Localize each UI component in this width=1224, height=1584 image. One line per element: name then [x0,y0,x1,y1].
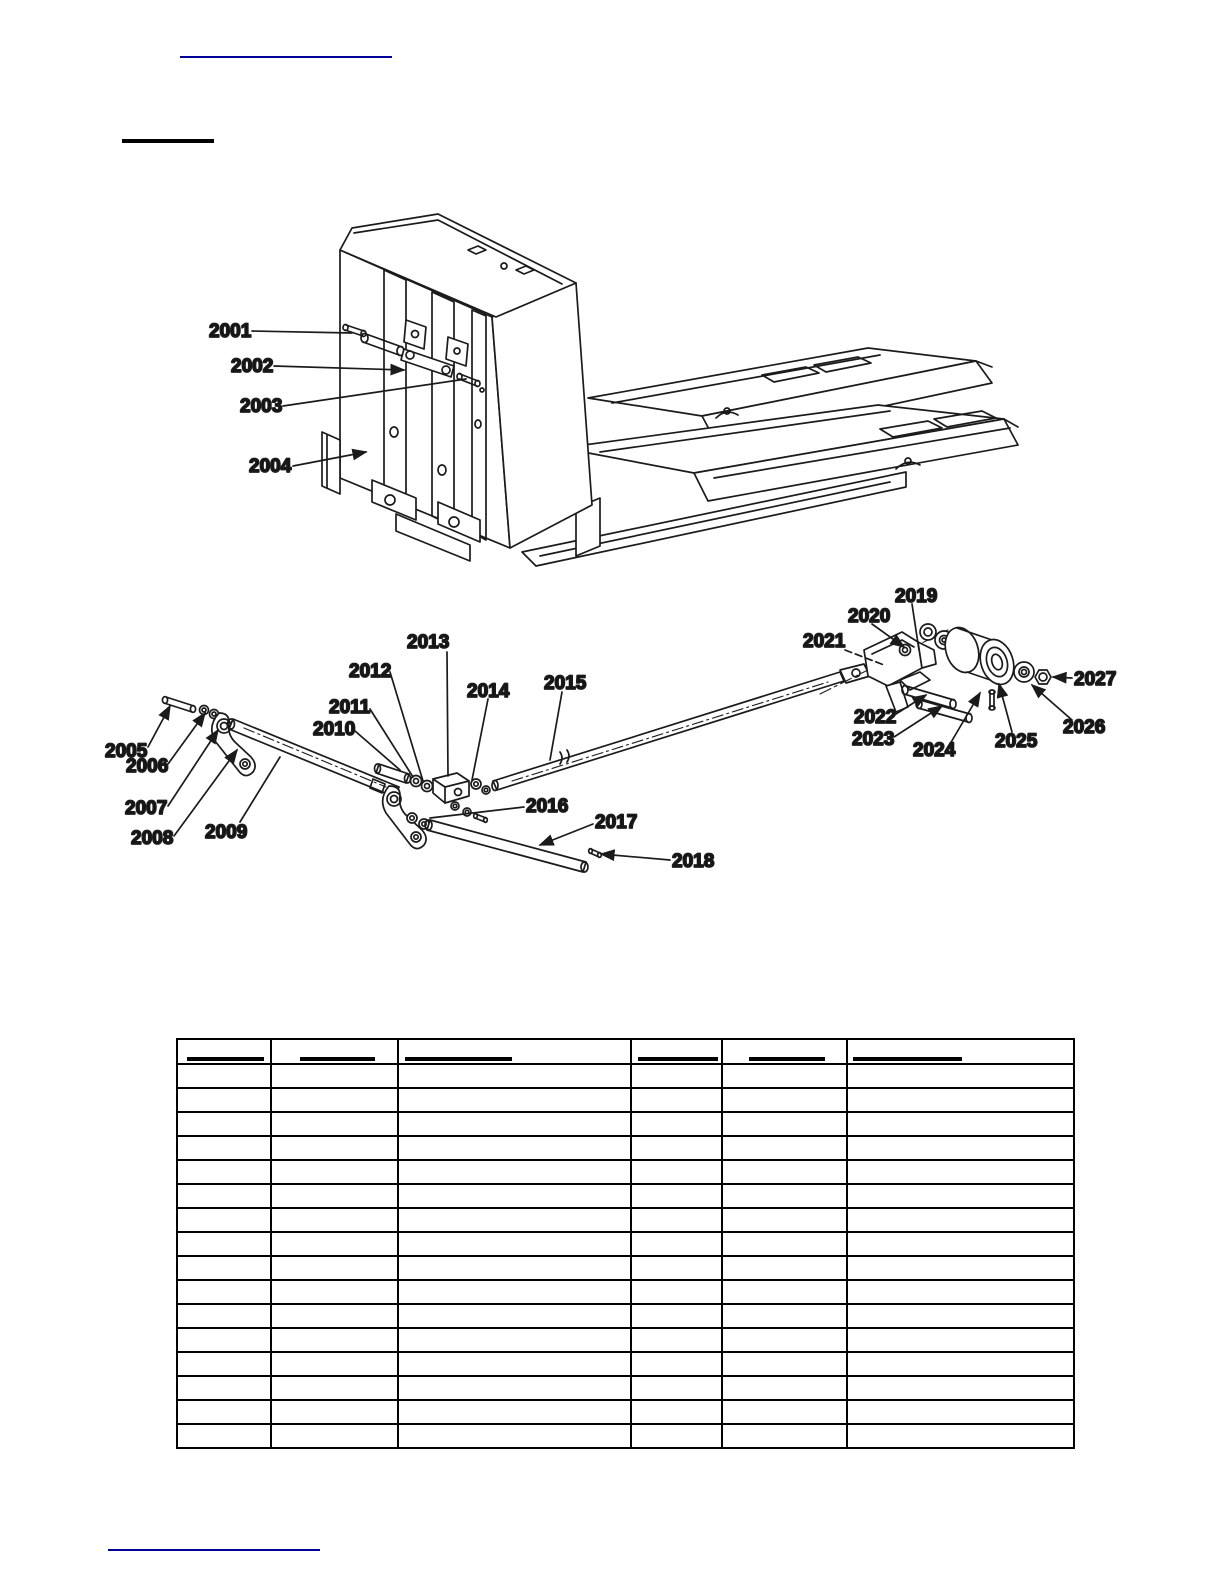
table-cell [631,1400,722,1424]
table-cell [398,1400,631,1424]
table-cell [271,1136,398,1160]
table-cell [271,1160,398,1184]
figure-pallet-frame [209,214,1018,566]
table-cell [631,1328,722,1352]
column-header-redaction-bar [853,1057,962,1061]
table-cell [177,1112,271,1136]
column-header-redaction-bar [187,1057,264,1061]
callout-2013: 2013 [407,632,450,653]
table-cell [722,1424,847,1448]
table-cell [722,1328,847,1352]
table-cell [398,1160,631,1184]
callout-2020: 2020 [848,606,891,627]
table-row [177,1208,1074,1232]
table-cell [271,1376,398,1400]
table-row [177,1184,1074,1208]
table-row [177,1112,1074,1136]
callout-2014: 2014 [467,681,510,702]
table-cell [722,1256,847,1280]
column-header-redaction-bar [749,1057,825,1061]
callout-2022: 2022 [854,707,897,728]
table-cell [631,1136,722,1160]
table-cell [271,1328,398,1352]
table-cell [271,1208,398,1232]
table-cell [631,1112,722,1136]
table-cell [722,1184,847,1208]
table-cell [177,1352,271,1376]
table-header-row [177,1039,1074,1064]
table-cell [398,1328,631,1352]
table-cell [271,1232,398,1256]
table-cell [177,1256,271,1280]
table-cell [847,1328,1074,1352]
table-row [177,1400,1074,1424]
table-header-cell [847,1039,1074,1064]
table-cell [847,1280,1074,1304]
callout-2015: 2015 [544,673,587,694]
table-cell [177,1088,271,1112]
parts-table-body [177,1064,1074,1448]
table-cell [271,1400,398,1424]
table-row [177,1088,1074,1112]
table-cell [631,1184,722,1208]
table-header-cell [398,1039,631,1064]
table-cell [847,1184,1074,1208]
table-cell [847,1256,1074,1280]
callout-2011: 2011 [329,697,371,718]
table-cell [271,1280,398,1304]
callout-2002: 2002 [231,356,274,377]
table-cell [177,1232,271,1256]
table-cell [722,1304,847,1328]
table-cell [722,1064,847,1088]
table-cell [177,1376,271,1400]
table-cell [177,1136,271,1160]
table-cell [722,1376,847,1400]
table-cell [271,1064,398,1088]
table-cell [271,1088,398,1112]
column-header-redaction-bar [638,1057,718,1061]
table-row [177,1232,1074,1256]
table-header-cell [177,1039,271,1064]
column-header-redaction-bar [300,1057,375,1061]
table-cell [631,1088,722,1112]
table-cell [847,1352,1074,1376]
callout-2025: 2025 [995,731,1038,752]
table-cell [271,1184,398,1208]
table-cell [177,1280,271,1304]
callout-2026: 2026 [1063,717,1106,738]
table-cell [847,1136,1074,1160]
table-cell [271,1112,398,1136]
table-cell [722,1112,847,1136]
table-header-cell [722,1039,847,1064]
table-cell [177,1424,271,1448]
callout-2023: 2023 [852,729,895,750]
table-row [177,1160,1074,1184]
table-cell [398,1136,631,1160]
callout-2010: 2010 [313,719,356,740]
table-row [177,1304,1074,1328]
table-cell [847,1088,1074,1112]
callout-2017: 2017 [595,812,638,833]
table-header-cell [271,1039,398,1064]
table-row [177,1328,1074,1352]
table-cell [847,1208,1074,1232]
callout-2003: 2003 [240,396,283,417]
bottom-link-underline[interactable] [108,1549,320,1551]
table-cell [631,1064,722,1088]
table-row [177,1136,1074,1160]
table-cell [271,1256,398,1280]
table-cell [398,1280,631,1304]
callout-2016: 2016 [526,796,569,817]
callout-2021: 2021 [803,631,846,652]
table-cell [631,1232,722,1256]
table-cell [631,1376,722,1400]
table-cell [398,1112,631,1136]
callout-2018: 2018 [672,851,715,872]
table-cell [398,1232,631,1256]
table-cell [722,1136,847,1160]
table-cell [177,1328,271,1352]
table-row [177,1352,1074,1376]
table-cell [177,1304,271,1328]
table-row [177,1280,1074,1304]
callout-2005: 2005 [105,741,148,762]
table-cell [398,1256,631,1280]
table-cell [722,1280,847,1304]
callout-2001: 2001 [209,321,252,342]
table-cell [398,1184,631,1208]
table-cell [398,1376,631,1400]
table-cell [398,1352,631,1376]
table-cell [631,1304,722,1328]
table-cell [177,1064,271,1088]
table-cell [847,1400,1074,1424]
table-cell [631,1208,722,1232]
table-cell [722,1088,847,1112]
callout-2004: 2004 [249,456,292,477]
callout-2009: 2009 [205,822,248,843]
table-cell [847,1160,1074,1184]
callout-2019: 2019 [895,586,938,607]
table-cell [271,1424,398,1448]
table-row [177,1376,1074,1400]
table-cell [847,1064,1074,1088]
table-cell [631,1424,722,1448]
table-cell [631,1160,722,1184]
table-cell [631,1280,722,1304]
table-cell [177,1184,271,1208]
table-row [177,1064,1074,1088]
table-row [177,1256,1074,1280]
table-cell [398,1208,631,1232]
callout-2024: 2024 [913,740,956,761]
table-cell [722,1208,847,1232]
table-cell [847,1112,1074,1136]
table-cell [722,1352,847,1376]
callout-2007: 2007 [125,798,168,819]
callout-2006: 2006 [126,756,169,777]
parts-table [176,1038,1075,1449]
table-cell [271,1352,398,1376]
table-cell [722,1232,847,1256]
table-cell [631,1352,722,1376]
table-cell [847,1232,1074,1256]
table-cell [722,1400,847,1424]
table-cell [398,1304,631,1328]
table-row [177,1424,1074,1448]
callout-2027: 2027 [1074,669,1117,690]
table-cell [177,1400,271,1424]
table-cell [847,1424,1074,1448]
callout-2008: 2008 [131,828,174,849]
table-cell [398,1064,631,1088]
table-cell [847,1376,1074,1400]
table-cell [722,1160,847,1184]
table-cell [631,1256,722,1280]
table-header-cell [631,1039,722,1064]
figure-linkage-exploded [105,586,1116,872]
table-cell [271,1304,398,1328]
table-cell [177,1208,271,1232]
table-cell [177,1160,271,1184]
table-cell [398,1088,631,1112]
column-header-redaction-bar [405,1057,512,1061]
table-cell [398,1424,631,1448]
callout-2012: 2012 [349,661,392,682]
table-cell [847,1304,1074,1328]
